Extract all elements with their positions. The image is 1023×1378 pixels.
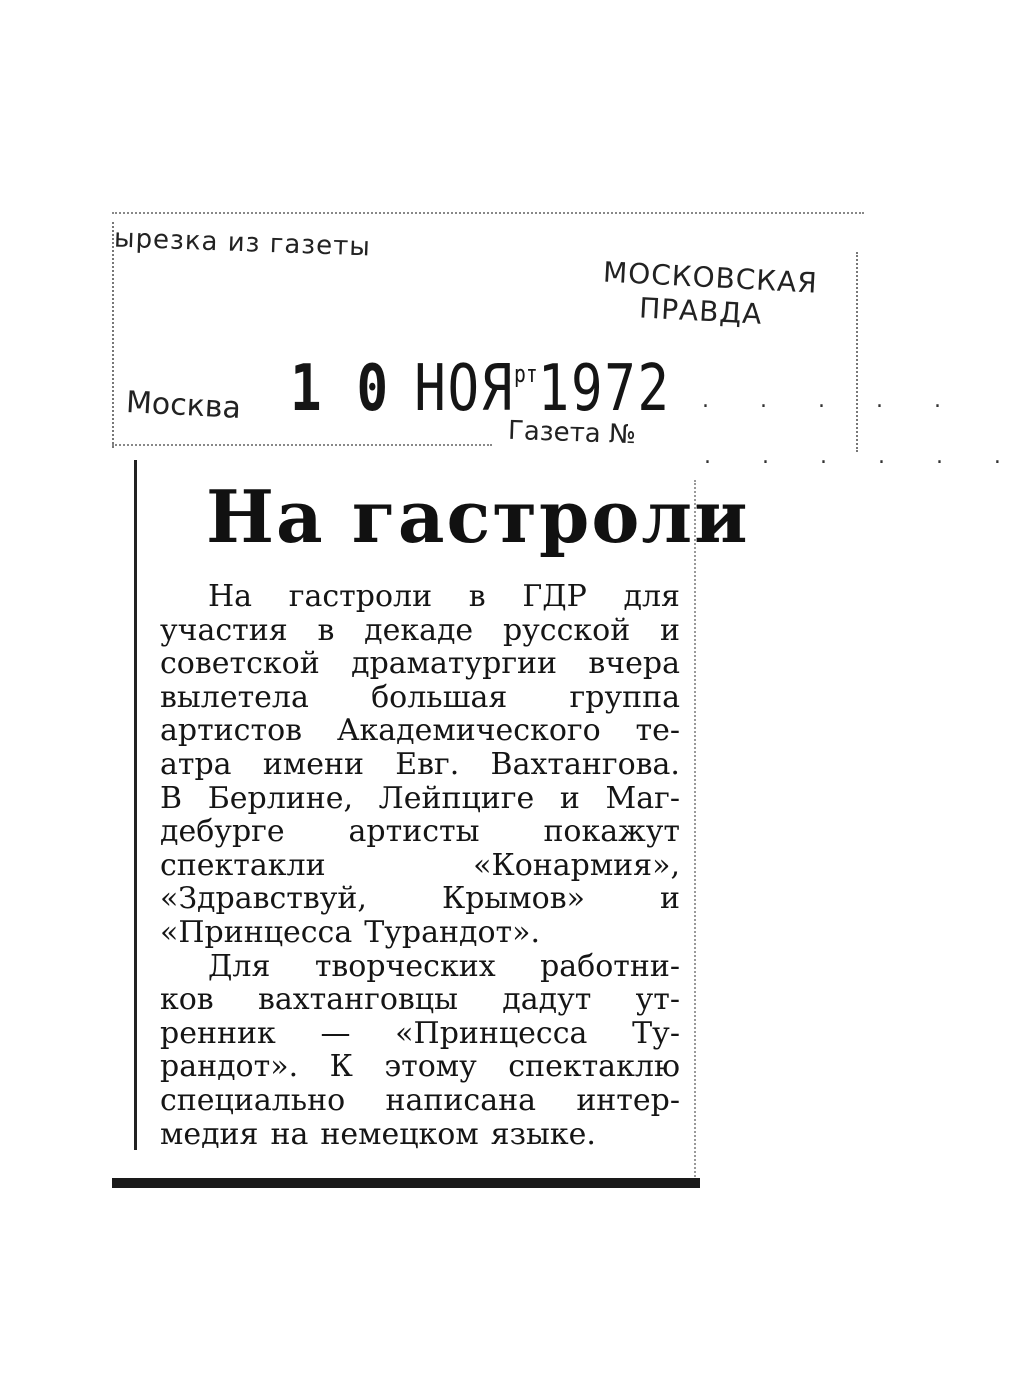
stamp-border (112, 444, 492, 446)
article-word: атра (160, 746, 232, 782)
article-word: вахтанговцы (257, 982, 458, 1018)
article-word: советской (160, 646, 320, 682)
article-word: артистов (160, 713, 303, 749)
article-word: Академического (336, 713, 601, 749)
article-line (160, 714, 680, 748)
article-word: в (317, 612, 335, 648)
article-word: Для (208, 948, 271, 984)
article-line (160, 647, 680, 681)
clipping-stamp (112, 212, 1023, 494)
article-word: Евг. (395, 746, 460, 782)
article-line (160, 916, 680, 950)
article-word: На (208, 579, 253, 614)
article-word: декаде (364, 612, 474, 648)
article-line (160, 815, 680, 849)
stamp-border (112, 212, 864, 214)
article-word: «Здравствуй, (160, 881, 367, 917)
article-word: языке. (490, 1116, 596, 1152)
newspaper-name-line1: МОСКОВСКАЯ (602, 255, 819, 300)
newspaper-name-line2: ПРАВДА (638, 291, 764, 331)
article-word: «Принцесса (160, 914, 353, 950)
article-word: и (659, 612, 680, 648)
article-body (160, 580, 680, 1151)
article-line (160, 1017, 680, 1051)
article-word: Ту- (632, 1015, 680, 1051)
newspaper-number-label: Газета № (507, 415, 637, 451)
number-dots: . . . . . . (704, 444, 1023, 469)
article-word: артисты (348, 814, 480, 850)
article-word: Крымов» (442, 881, 585, 917)
article-word: покажут (543, 814, 680, 850)
date-stamp (290, 352, 671, 426)
article-word: Берлине, (207, 780, 354, 816)
article-line (160, 1118, 680, 1152)
date-month: НОЯ (414, 352, 515, 426)
article-word: «Принцесса (395, 1015, 588, 1051)
article-word: Вахтангова. (490, 746, 680, 782)
article-word: участия (160, 612, 288, 648)
city-label: Москва (125, 385, 242, 426)
article-line (160, 983, 680, 1017)
article-word: написана (385, 1082, 536, 1118)
article-word: те- (635, 713, 680, 749)
article-word: интер- (576, 1082, 680, 1118)
article-word: — (320, 1015, 351, 1051)
article-word: творческих (314, 948, 496, 984)
article-word: на (270, 1116, 309, 1152)
stamp-border (112, 222, 114, 448)
article-word: немецком (320, 1116, 479, 1152)
article-line (160, 849, 680, 883)
date-day: 1 0 (290, 352, 390, 426)
clipping-edge (694, 480, 696, 1180)
article-word: в (468, 579, 486, 614)
article-word: ков (160, 982, 214, 1018)
article-word: большая (371, 679, 508, 715)
article-word: Лейпциге (378, 780, 535, 816)
stamp-border (856, 252, 858, 452)
article-word: медия (160, 1116, 259, 1152)
article-word: ГДР (522, 579, 587, 614)
article-word: «Конармия», (473, 847, 680, 883)
newspaper-clipping (134, 460, 750, 1182)
article-headline: На гастроли (206, 474, 750, 559)
article-line (160, 882, 680, 916)
article-word: спектакли (160, 847, 326, 883)
article-word: имени (262, 746, 364, 782)
article-word: гастроли (288, 579, 433, 614)
article-word: ренник (160, 1015, 276, 1051)
date-month-sup: рт (514, 360, 538, 388)
article-word: специально (160, 1082, 346, 1118)
article-line (160, 614, 680, 648)
article-word: Маг- (605, 780, 680, 816)
article-word: ут- (635, 982, 680, 1018)
article-word: В (160, 780, 183, 816)
article-word: для (623, 579, 680, 614)
article-line (160, 748, 680, 782)
article-word: этому (384, 1049, 477, 1085)
article-line (160, 1084, 680, 1118)
clipping-edge (112, 1178, 700, 1188)
article-word: и (559, 780, 580, 816)
article-word: Турандот». (364, 914, 541, 950)
article-word: спектаклю (508, 1049, 680, 1085)
date-year: 1972 (537, 352, 671, 426)
article-word: и (659, 881, 680, 917)
date-dots: . . . . . (702, 388, 963, 413)
clipping-edge (134, 460, 137, 1150)
article-line (160, 950, 680, 984)
clip-label: ырезка из газеты (113, 223, 372, 263)
article-word: вчера (588, 646, 680, 682)
article-word: драматургии (351, 646, 558, 682)
article-word: русской (502, 612, 631, 648)
article-line (160, 681, 680, 715)
article-line (160, 580, 680, 614)
article-word: рандот». (160, 1049, 299, 1085)
article-line (160, 782, 680, 816)
article-word: группа (569, 679, 680, 715)
article-line (160, 1050, 680, 1084)
article-word: дебурге (160, 814, 285, 850)
article-word: вылетела (160, 679, 309, 715)
article-word: работни- (540, 948, 680, 984)
article-word: К (329, 1049, 353, 1085)
article-word: дадут (502, 982, 592, 1018)
newspaper-name (600, 256, 853, 337)
